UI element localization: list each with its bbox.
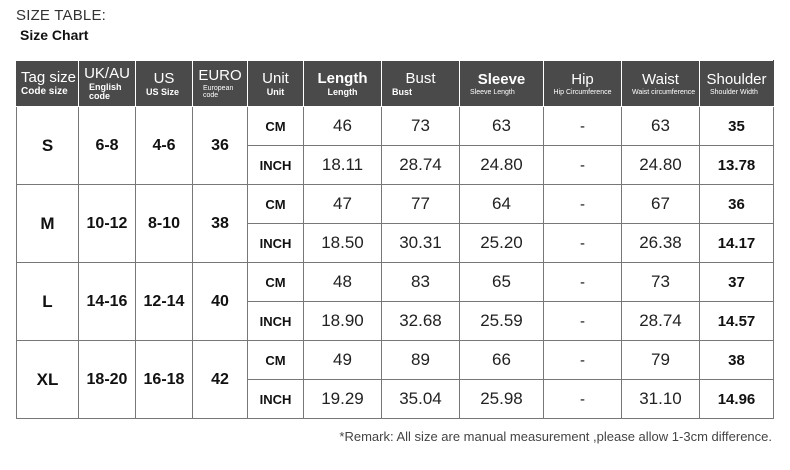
- header-label: Hip: [571, 70, 594, 88]
- header-label: Tag size: [21, 69, 77, 86]
- header-tag-size: [17, 61, 79, 107]
- header-row: [17, 61, 774, 107]
- sleeve-cell: 64: [460, 185, 544, 224]
- hip-cell: -: [544, 380, 622, 419]
- unit-cell: CM: [248, 185, 304, 224]
- shoulder-cell: 13.78: [700, 146, 774, 185]
- tag-size-cell: S: [17, 107, 79, 185]
- shoulder-cell: 38: [700, 341, 774, 380]
- header-hip: [544, 61, 622, 107]
- waist-cell: 79: [622, 341, 700, 380]
- header-label: US: [153, 69, 175, 87]
- bust-cell: 83: [382, 263, 460, 302]
- shoulder-cell: 14.17: [700, 224, 774, 263]
- bust-cell: 89: [382, 341, 460, 380]
- header-uk-au: [79, 61, 136, 107]
- waist-cell: 73: [622, 263, 700, 302]
- header-bust: [382, 61, 460, 107]
- header-sublabel: Waist circumference: [632, 88, 696, 96]
- unit-cell: INCH: [248, 224, 304, 263]
- header-sublabel: Bust: [392, 86, 412, 97]
- header-sublabel: Sleeve Length: [470, 88, 515, 96]
- sleeve-cell: 25.98: [460, 380, 544, 419]
- uk-au-cell: 14-16: [79, 263, 136, 341]
- size-chart-title: Size Chart: [20, 27, 89, 43]
- waist-cell: 24.80: [622, 146, 700, 185]
- bust-cell: 35.04: [382, 380, 460, 419]
- size-table-caption: SIZE TABLE:: [16, 7, 107, 24]
- shoulder-cell: 37: [700, 263, 774, 302]
- header-label: Waist: [642, 70, 679, 88]
- header-label: Length: [317, 69, 368, 87]
- table-row-m-cm: [17, 185, 774, 224]
- sleeve-cell: 63: [460, 107, 544, 146]
- header-label: Shoulder: [706, 70, 767, 88]
- header-unit: [248, 61, 304, 107]
- uk-au-cell: 18-20: [79, 341, 136, 419]
- euro-cell: 42: [193, 341, 248, 419]
- hip-cell: -: [544, 146, 622, 185]
- us-cell: 12-14: [136, 263, 193, 341]
- unit-cell: CM: [248, 341, 304, 380]
- bust-cell: 28.74: [382, 146, 460, 185]
- header-label: Unit: [262, 69, 289, 87]
- us-cell: 16-18: [136, 341, 193, 419]
- shoulder-cell: 14.96: [700, 380, 774, 419]
- length-cell: 46: [304, 107, 382, 146]
- length-cell: 47: [304, 185, 382, 224]
- hip-cell: -: [544, 185, 622, 224]
- unit-cell: INCH: [248, 302, 304, 341]
- sleeve-cell: 24.80: [460, 146, 544, 185]
- euro-cell: 38: [193, 185, 248, 263]
- header-sublabel: European code: [203, 85, 234, 99]
- header-label: Sleeve: [477, 70, 526, 88]
- length-cell: 18.90: [304, 302, 382, 341]
- sleeve-cell: 66: [460, 341, 544, 380]
- bust-cell: 30.31: [382, 224, 460, 263]
- length-cell: 48: [304, 263, 382, 302]
- hip-cell: -: [544, 341, 622, 380]
- tag-size-cell: M: [17, 185, 79, 263]
- hip-cell: -: [544, 224, 622, 263]
- remark-note: *Remark: All size are manual measurement ,please allow 1-3cm difference.: [339, 429, 772, 444]
- bust-cell: 73: [382, 107, 460, 146]
- header-length: [304, 61, 382, 107]
- sleeve-cell: 25.59: [460, 302, 544, 341]
- tag-size-cell: L: [17, 263, 79, 341]
- unit-cell: CM: [248, 263, 304, 302]
- euro-cell: 36: [193, 107, 248, 185]
- header-euro: [193, 61, 248, 107]
- uk-au-cell: 10-12: [79, 185, 136, 263]
- header-us: [136, 61, 193, 107]
- header-sublabel: Shoulder Width: [710, 88, 758, 96]
- length-cell: 18.50: [304, 224, 382, 263]
- header-sublabel: Code size: [21, 86, 68, 97]
- bust-cell: 32.68: [382, 302, 460, 341]
- bust-cell: 77: [382, 185, 460, 224]
- header-waist: [622, 61, 700, 107]
- tag-size-cell: XL: [17, 341, 79, 419]
- header-label: EURO: [198, 67, 242, 84]
- us-cell: 8-10: [136, 185, 193, 263]
- header-sublabel: Length: [327, 86, 358, 97]
- hip-cell: -: [544, 107, 622, 146]
- waist-cell: 28.74: [622, 302, 700, 341]
- unit-cell: INCH: [248, 380, 304, 419]
- length-cell: 49: [304, 341, 382, 380]
- us-cell: 4-6: [136, 107, 193, 185]
- unit-cell: CM: [248, 107, 304, 146]
- shoulder-cell: 35: [700, 107, 774, 146]
- table-row-xl-cm: [17, 341, 774, 380]
- length-cell: 18.11: [304, 146, 382, 185]
- waist-cell: 63: [622, 107, 700, 146]
- euro-cell: 40: [193, 263, 248, 341]
- unit-cell: INCH: [248, 146, 304, 185]
- uk-au-cell: 6-8: [79, 107, 136, 185]
- sleeve-cell: 65: [460, 263, 544, 302]
- shoulder-cell: 36: [700, 185, 774, 224]
- header-sublabel: Hip Circumference: [553, 88, 612, 96]
- waist-cell: 26.38: [622, 224, 700, 263]
- header-sublabel: Unit: [266, 86, 285, 97]
- header-sublabel: US Size: [146, 86, 180, 97]
- waist-cell: 31.10: [622, 380, 700, 419]
- table-row-s-cm: [17, 107, 774, 146]
- shoulder-cell: 14.57: [700, 302, 774, 341]
- header-label: Bust: [405, 69, 436, 87]
- header-label: UK/AU: [84, 65, 130, 82]
- hip-cell: -: [544, 263, 622, 302]
- waist-cell: 67: [622, 185, 700, 224]
- length-cell: 19.29: [304, 380, 382, 419]
- sleeve-cell: 25.20: [460, 224, 544, 263]
- header-sublabel: English code: [89, 82, 122, 101]
- header-shoulder: [700, 61, 774, 107]
- size-chart-table: [16, 60, 774, 419]
- table-row-l-cm: [17, 263, 774, 302]
- header-sleeve: [460, 61, 544, 107]
- hip-cell: -: [544, 302, 622, 341]
